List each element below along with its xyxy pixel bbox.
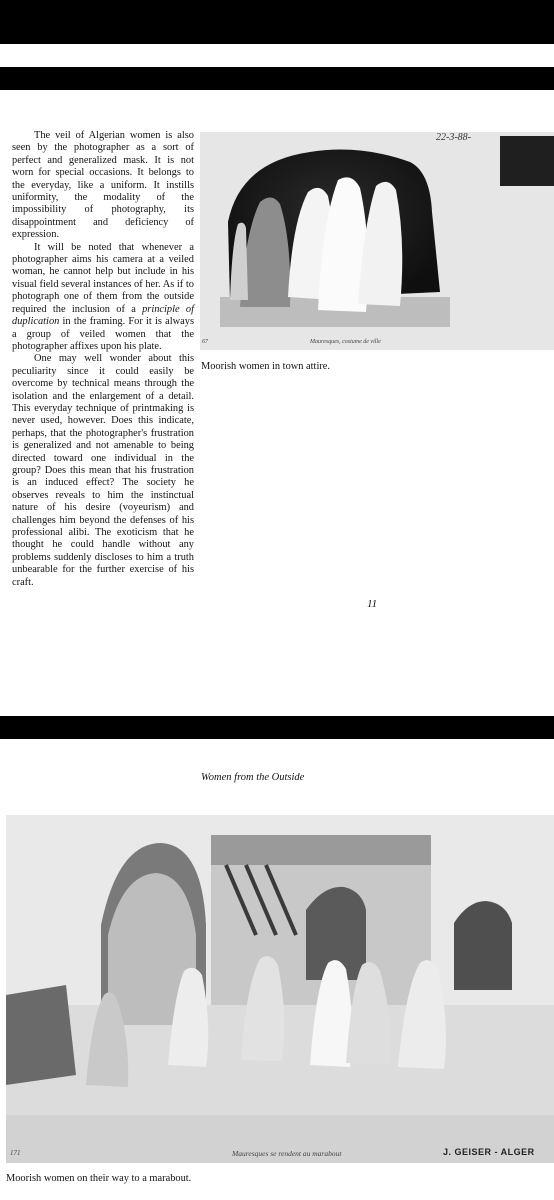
figure-caption: Moorish women in town attire.: [201, 361, 331, 372]
page-number: 11: [367, 598, 378, 610]
photo-illustration: [200, 132, 554, 350]
figure-caption: Moorish women on their way to a marabout.: [6, 1173, 192, 1184]
handwritten-date: 22-3-88-: [436, 132, 471, 143]
emphasis-text: principle of duplication: [12, 303, 194, 328]
printed-title: Mauresques se rendent au marabout: [232, 1149, 342, 1158]
top-black-bar: [0, 0, 554, 44]
page-separator-bar: [0, 716, 554, 739]
photo-moorish-women-town-attire: [200, 132, 554, 350]
running-head: Women from the Outside: [201, 772, 305, 783]
paragraph: The veil of Algerian women is also seen by the photographer as a sort of perfect and generalized mask. It is not worn for special occasions. It belongs to the everyday, like a uniform. It instills uniformity, the modality of the impossibility of photography, its disappointment and deficiency of expression.: [12, 130, 194, 241]
body-text: [12, 130, 194, 589]
page-header-bar: [0, 67, 554, 90]
paragraph: It will be noted that whenever a photographer aims his camera at a veiled woman, he cannot help but include in his visual field several instances of her. As if to photograph one of them from the outside required the inclusion of a principle of duplication in the framing. For it is always a group of veiled women that the photographer affixes upon his plate.: [12, 241, 194, 352]
paragraph: One may well wonder about this peculiarity since it could easily be overcome by technical means through the isolation and the enlargement of a detail. This everyday technique of printmaking is never used, however. Does this indicate, perhaps, that the photographer's frustration is generalized and not amenable to being directed toward one individual in the group? Does this mean that his frustration is an induced effect? The society he observes reveals to him the instinctual nature of his desire (voyeurism) and challenges him beyond the defenses of his professional alibi. The exoticism that he thought he could handle without any problems suddenly discloses to him a truth unbearable for the further exercise of his craft.: [12, 353, 194, 588]
plate-number: 67: [202, 339, 208, 345]
photo-illustration: [6, 815, 554, 1163]
plate-number: 171: [10, 1149, 21, 1157]
printed-credit: J. GEISER - ALGER: [443, 1147, 535, 1157]
printed-title: Mauresques, costume de ville: [310, 339, 381, 345]
photo-moorish-women-to-marabout: [6, 815, 554, 1163]
